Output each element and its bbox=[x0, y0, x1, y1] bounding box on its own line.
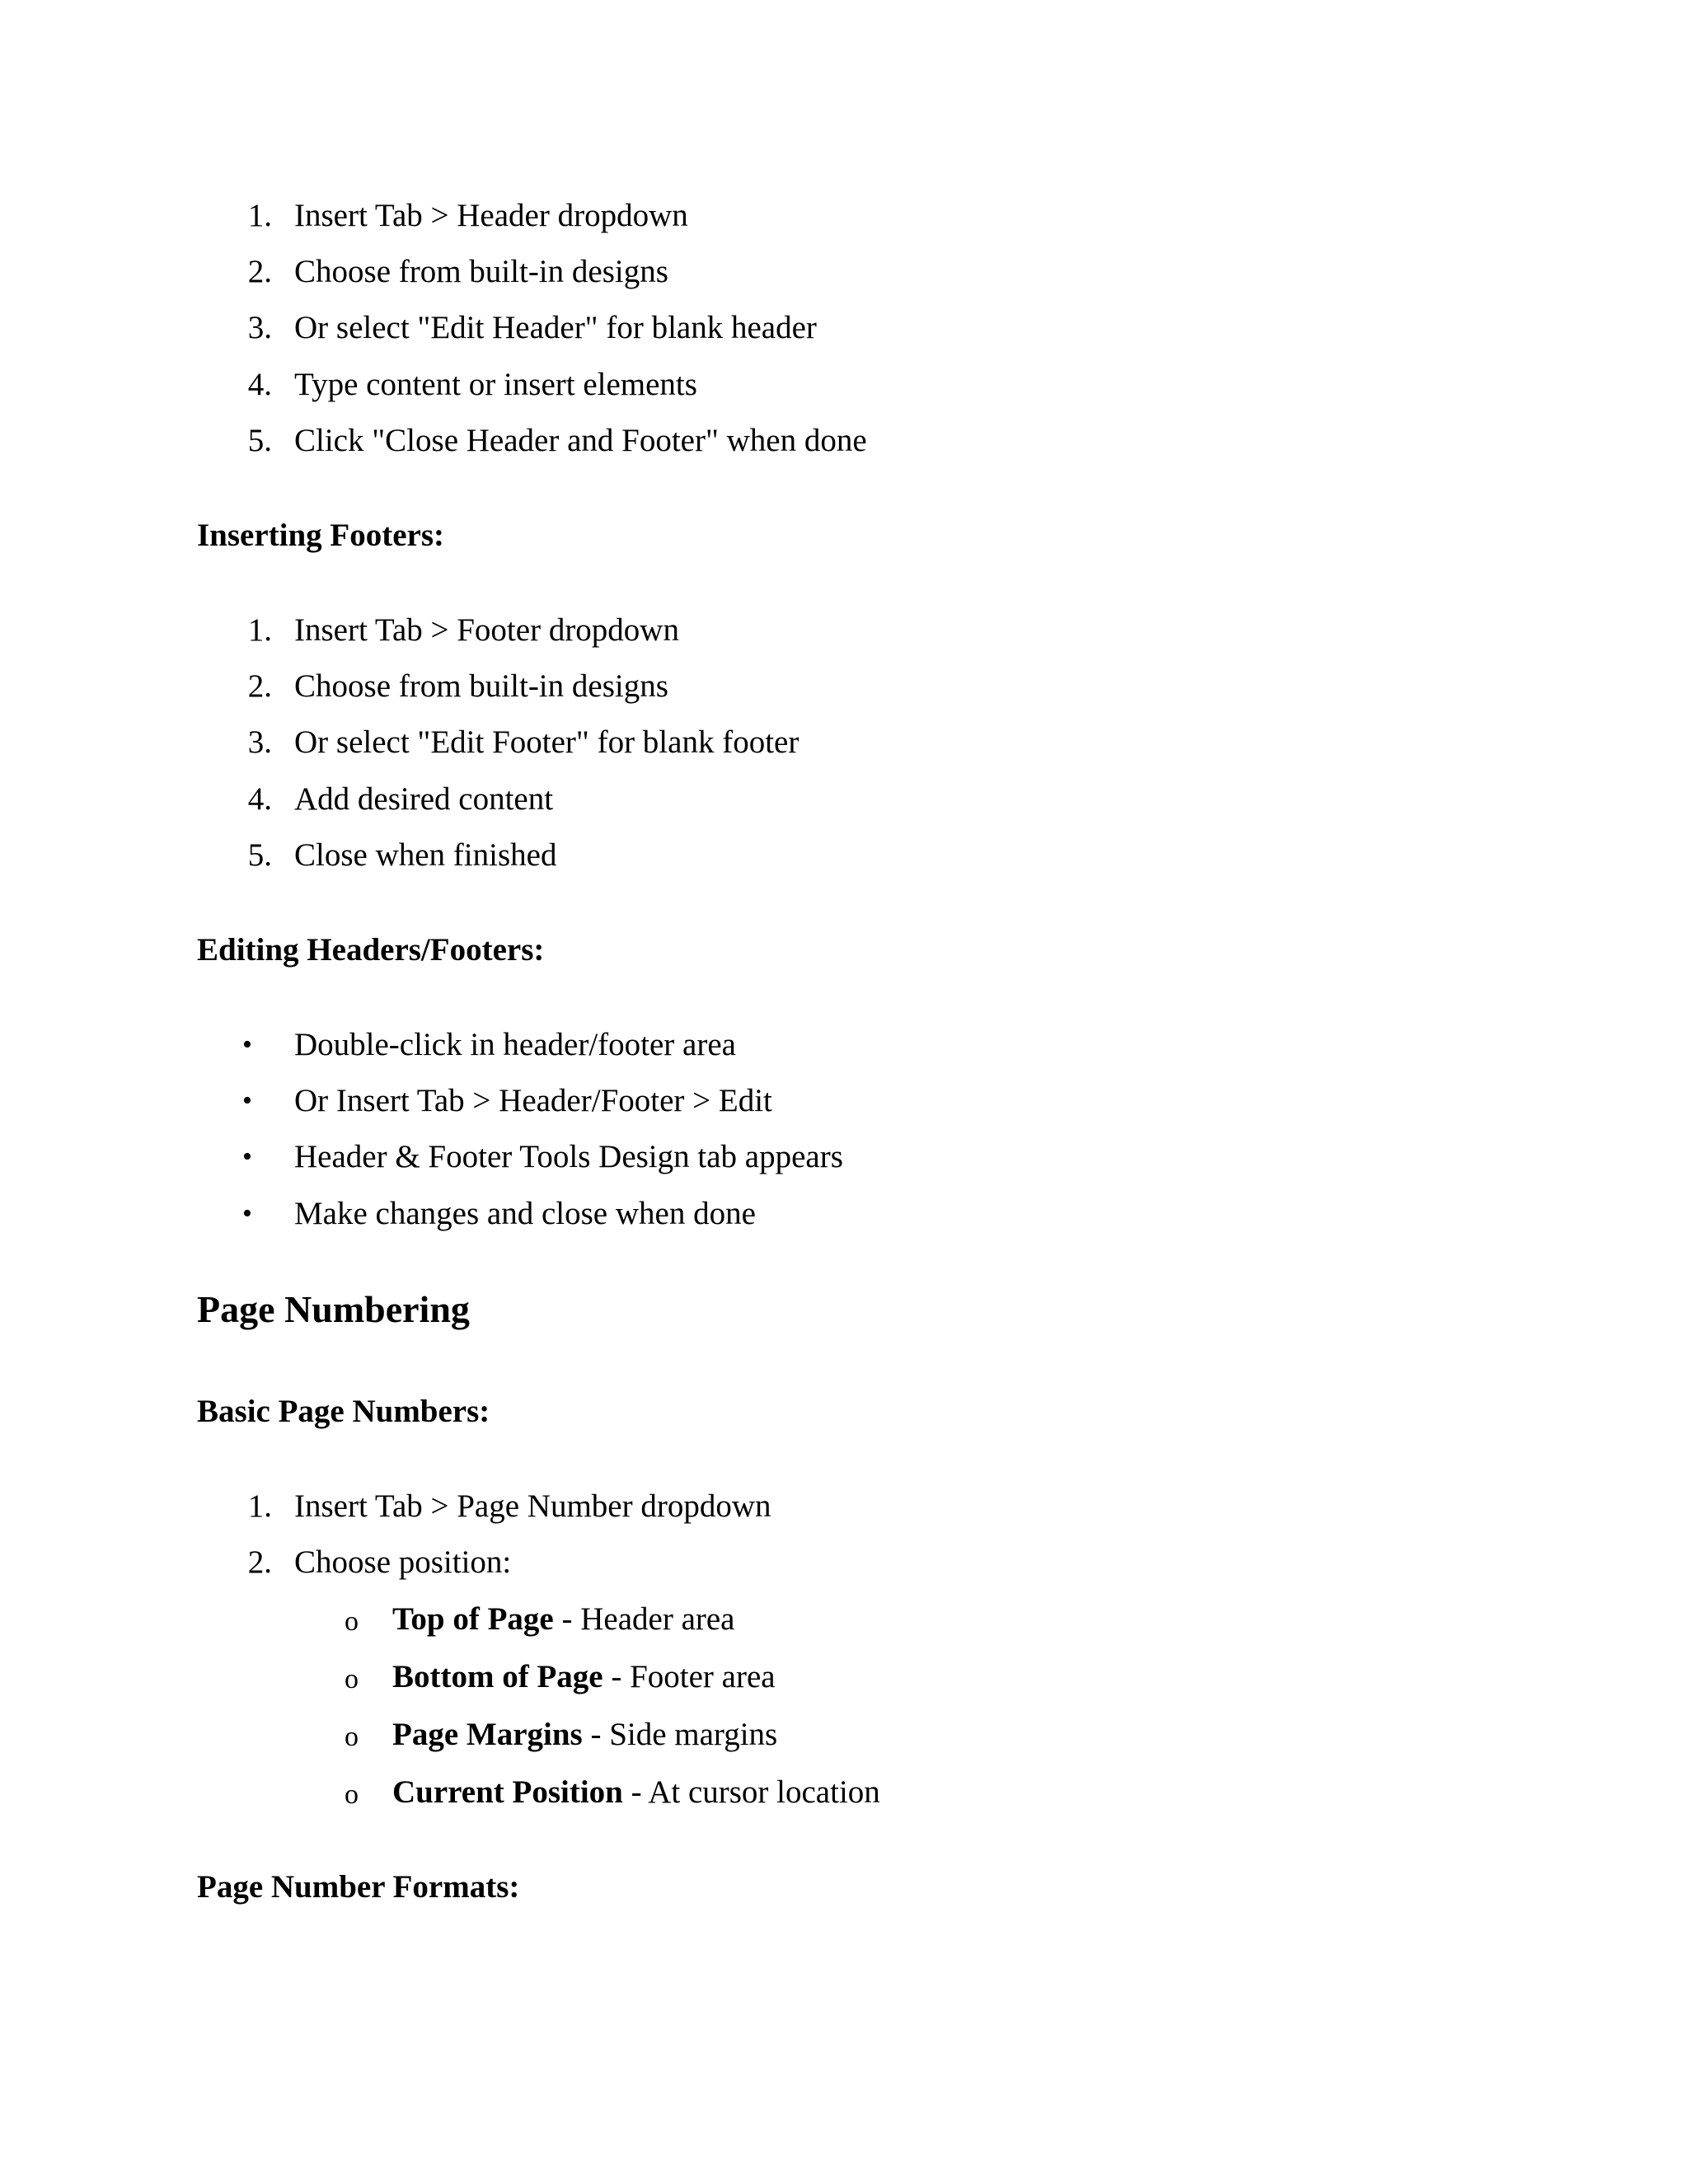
list-number: 4. bbox=[247, 367, 272, 402]
bullet-icon: • bbox=[242, 1085, 252, 1116]
circle-bullet-icon: o bbox=[345, 1664, 359, 1694]
page-numbering-title: Page Numbering bbox=[197, 1288, 470, 1330]
list-item bbox=[392, 1715, 777, 1755]
position-term: Current Position bbox=[392, 1774, 623, 1810]
list-item: Header & Footer Tools Design tab appears bbox=[294, 1139, 843, 1174]
list-item bbox=[392, 1657, 776, 1697]
position-desc: - At cursor location bbox=[622, 1774, 880, 1810]
circle-bullet-icon: o bbox=[345, 1779, 359, 1810]
list-item: Make changes and close when done bbox=[294, 1196, 756, 1231]
list-item: Click "Close Header and Footer" when done bbox=[294, 423, 867, 458]
list-number: 5. bbox=[247, 837, 272, 873]
list-item: Close when finished bbox=[294, 837, 557, 873]
list-number: 3. bbox=[247, 724, 272, 760]
position-term: Top of Page bbox=[392, 1601, 554, 1637]
list-item bbox=[392, 1773, 880, 1812]
list-item: Or Insert Tab > Header/Footer > Edit bbox=[294, 1083, 772, 1118]
list-number: 1. bbox=[247, 612, 272, 648]
list-item: Insert Tab > Header dropdown bbox=[294, 198, 688, 233]
position-desc: - Side margins bbox=[582, 1717, 778, 1752]
list-number: 4. bbox=[247, 781, 272, 817]
inserting-footers-heading: Inserting Footers: bbox=[197, 518, 445, 553]
position-desc: - Header area bbox=[553, 1601, 735, 1637]
position-term: Bottom of Page bbox=[392, 1659, 603, 1694]
list-item: Double-click in header/footer area bbox=[294, 1027, 736, 1062]
list-item: Choose from built-in designs bbox=[294, 668, 668, 704]
editing-heading: Editing Headers/Footers: bbox=[197, 932, 545, 968]
list-item: Or select "Edit Footer" for blank footer bbox=[294, 724, 799, 760]
list-number: 5. bbox=[247, 423, 272, 458]
list-number: 2. bbox=[247, 668, 272, 704]
list-number: 2. bbox=[247, 1544, 272, 1580]
list-item: Choose position: bbox=[294, 1544, 512, 1580]
list-number: 1. bbox=[247, 198, 272, 233]
list-item: Or select "Edit Header" for blank header bbox=[294, 310, 817, 345]
list-item bbox=[392, 1600, 735, 1639]
list-number: 1. bbox=[247, 1488, 272, 1524]
list-item: Type content or insert elements bbox=[294, 367, 697, 402]
bullet-icon: • bbox=[242, 1141, 252, 1172]
position-term: Page Margins bbox=[392, 1717, 583, 1752]
list-number: 2. bbox=[247, 254, 272, 289]
position-desc: - Footer area bbox=[603, 1659, 776, 1694]
basic-page-numbers-heading: Basic Page Numbers: bbox=[197, 1394, 490, 1429]
list-item: Insert Tab > Page Number dropdown bbox=[294, 1488, 771, 1524]
circle-bullet-icon: o bbox=[345, 1606, 359, 1637]
bullet-icon: • bbox=[242, 1198, 252, 1229]
list-item: Choose from built-in designs bbox=[294, 254, 668, 289]
list-item: Insert Tab > Footer dropdown bbox=[294, 612, 679, 648]
list-number: 3. bbox=[247, 310, 272, 345]
circle-bullet-icon: o bbox=[345, 1722, 359, 1752]
bullet-icon: • bbox=[242, 1029, 252, 1060]
list-item: Add desired content bbox=[294, 781, 554, 817]
page-number-formats-heading: Page Number Formats: bbox=[197, 1869, 520, 1905]
